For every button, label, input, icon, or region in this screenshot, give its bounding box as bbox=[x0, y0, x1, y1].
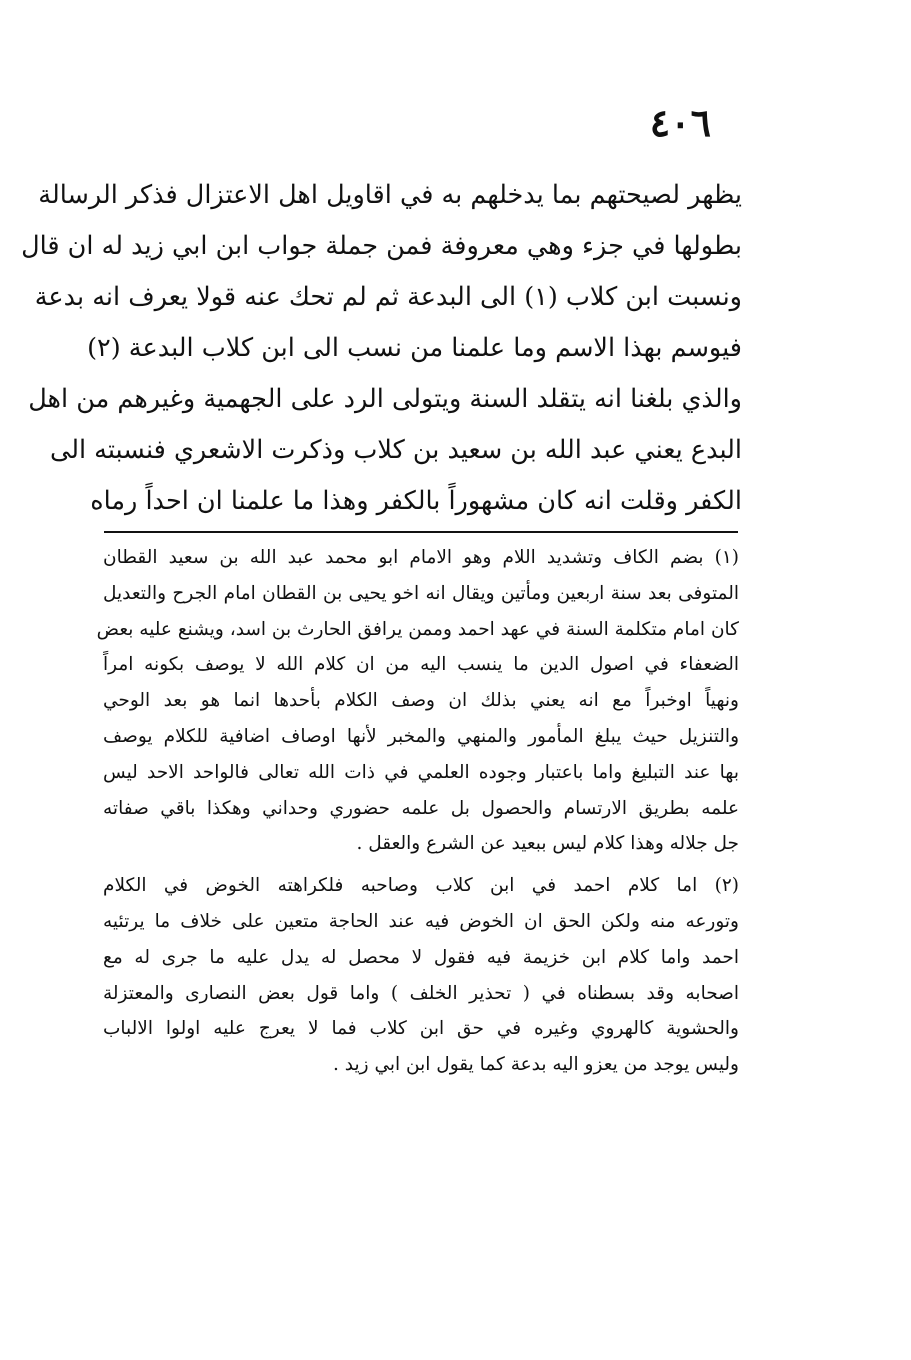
footnote-line: ونهياً اوخبراً مع انه يعني بذلك ان وصف الكلام بأحدها انما هو بعد الوحي bbox=[103, 690, 739, 712]
main-text-line: يظهر لصيحتهم بما يدخلهم به في اقاويل اهل الاعتزال فذكر الرسالة bbox=[38, 180, 742, 210]
footnote-line: وتورعه منه ولكن الحق ان الخوض فيه عند الحاجة متعين على خلاف ما يرتئيه bbox=[103, 910, 739, 932]
footnote-line: جل جلاله وهذا كلام ليس ببعيد عن الشرع والعقل . bbox=[356, 833, 739, 855]
footnote-line: (١) بضم الكاف وتشديد اللام وهو الامام ابو محمد عبد الله بن سعيد القطان bbox=[103, 547, 739, 568]
footnote-line: والتنزيل حيث يبلغ المأمور والمنهي والمخبر لأنها اوصاف اضافية للكلام يوصف bbox=[103, 725, 739, 747]
footnote-divider bbox=[104, 531, 738, 533]
footnote-1 bbox=[96, 540, 739, 862]
footnotes-block bbox=[96, 540, 739, 1083]
main-text-line: فيوسم بهذا الاسم وما علمنا من نسب الى ابن كلاب البدعة (٢) bbox=[87, 333, 742, 363]
main-text-line: والذي بلغنا انه يتقلد السنة ويتولى الرد على الجهمية وغيرهم من اهل bbox=[28, 384, 742, 414]
footnote-line: وليس يوجد من يعزو اليه بدعة كما يقول ابن ابي زيد . bbox=[333, 1054, 739, 1076]
footnote-line: والحشوية كالهروي وغيره في حق ابن كلاب فما لا يعرج عليه اولوا الالباب bbox=[103, 1018, 739, 1040]
main-text-line: بطولها في جزء وهي معروفة فمن جملة جواب ابن ابي زيد له ان قال bbox=[21, 231, 742, 261]
main-text-line: الكفر وقلت انه كان مشهوراً بالكفر وهذا ما علمنا ان احداً رماه bbox=[90, 486, 742, 516]
page-number: ٤٠٦ bbox=[649, 100, 711, 145]
footnote-line: علمه بطريق الارتسام والحصول بل علمه حضوري وحداني وهكذا باقي صفاته bbox=[103, 797, 739, 819]
main-text-line: البدع يعني عبد الله بن سعيد بن كلاب وذكرت الاشعري فنسبته الى bbox=[49, 435, 742, 465]
footnote-line: بها عند التبليغ واما باعتبار وجوده العلمي في ذات الله تعالى فالواحد الاحد ليس bbox=[103, 761, 739, 783]
main-text-block bbox=[21, 170, 742, 527]
footnote-line: الضعفاء في اصول الدين ما ينسب اليه من ان كلام الله لا يوصف بكونه امراً bbox=[103, 654, 739, 676]
footnote-line: المتوفى بعد سنة اربعين ومأتين ويقال انه اخو يحيى بن القطان امام الجرح والتعديل bbox=[103, 582, 739, 604]
main-text-line: ونسبت ابن كلاب (١) الى البدعة ثم لم تحك عنه قولا يعرف انه بدعة bbox=[34, 282, 742, 312]
footnote-line: احمد واما كلام ابن خزيمة فيه فقول لا محصل له يدل عليه ما جرى له مع bbox=[103, 946, 739, 968]
footnote-line: (٢) اما كلام احمد في ابن كلاب وصاحبه فلكراهته الخوض في الكلام bbox=[103, 875, 739, 897]
footnote-2 bbox=[103, 868, 739, 1083]
footnote-line: اصحابه وقد بسطناه في ( تحذير الخلف ) واما قول بعض النصارى والمعتزلة bbox=[103, 982, 739, 1004]
footnote-line: كان امام متكلمة السنة في عهد احمد وممن يرافق الحارث بن اسد، ويشنع عليه بعض bbox=[96, 618, 739, 640]
